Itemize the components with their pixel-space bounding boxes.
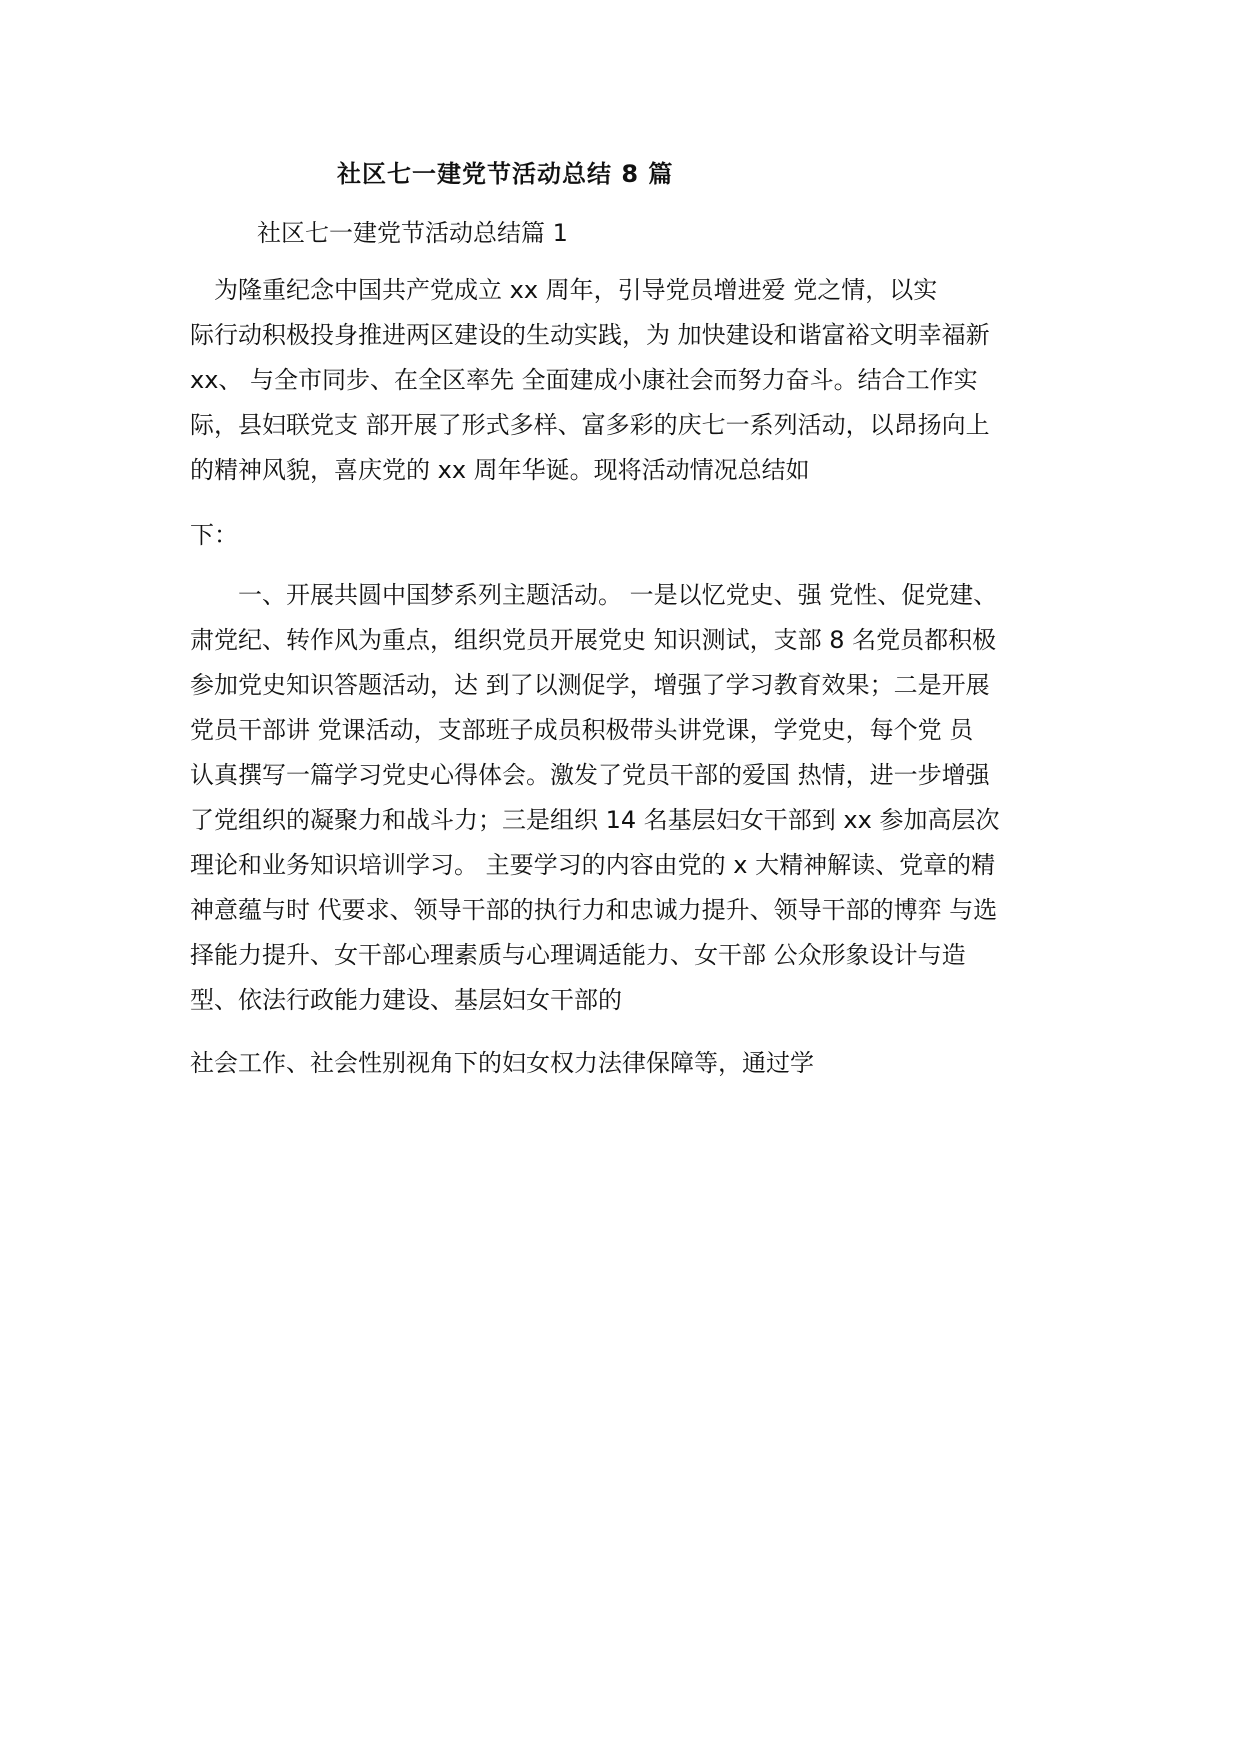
- paragraph-line: 的精神风貌，喜庆党的 xx 周年华诞。现将活动情况总结如: [190, 456, 810, 484]
- paragraph-line: 际，县妇联党支 部开展了形式多样、富多彩的庆七一系列活动，以昂扬向上: [190, 411, 990, 439]
- document-title: 社区七一建党节活动总结 8 篇: [337, 160, 674, 188]
- paragraph-line: xx、 与全市同步、在全区率先 全面建成小康社会而努力奋斗。结合工作实: [190, 366, 978, 394]
- paragraph-line: 认真撰写一篇学习党史心得体会。激发了党员干部的爱国 热情，进一步增强: [190, 761, 990, 789]
- paragraph-line: 下：: [190, 521, 238, 549]
- paragraph-line: 为隆重纪念中国共产党成立 xx 周年，引导党员增进爱 党之情，以实: [190, 276, 938, 304]
- paragraph-line: 一、开展共圆中国梦系列主题活动。 一是以忆党史、强 党性、促党建、: [190, 581, 998, 609]
- paragraph-line: 神意蕴与时 代要求、领导干部的执行力和忠诚力提升、领导干部的博弈 与选: [190, 896, 998, 924]
- paragraph-line: 型、依法行政能力建设、基层妇女干部的: [190, 986, 622, 1014]
- paragraph-line: 社会工作、社会性别视角下的妇女权力法律保障等，通过学: [190, 1049, 814, 1077]
- paragraph-line: 择能力提升、女干部心理素质与心理调适能力、女干部 公众形象设计与造: [190, 941, 966, 969]
- paragraph-line: 参加党史知识答题活动，达 到了以测促学，增强了学习教育效果；二是开展: [190, 671, 990, 699]
- paragraph-line: 了党组织的凝聚力和战斗力；三是组织 14 名基层妇女干部到 xx 参加高层次: [190, 806, 1000, 834]
- section-heading: 社区七一建党节活动总结篇 1: [257, 219, 568, 247]
- paragraph-line: 党员干部讲 党课活动，支部班子成员积极带头讲党课，学党史，每个党 员: [190, 716, 974, 744]
- paragraph-line: 理论和业务知识培训学习。 主要学习的内容由党的 x 大精神解读、党章的精: [190, 851, 996, 879]
- paragraph-line: 际行动积极投身推进两区建设的生动实践，为 加快建设和谐富裕文明幸福新: [190, 321, 990, 349]
- paragraph-line: 肃党纪、转作风为重点，组织党员开展党史 知识测试，支部 8 名党员都积极: [190, 626, 997, 654]
